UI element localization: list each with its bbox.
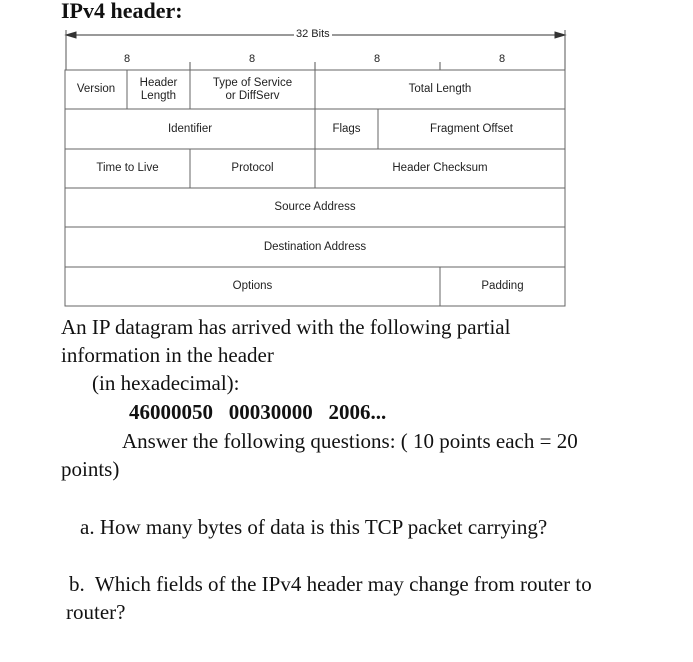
- field-header-length: Header Length: [139, 76, 178, 102]
- field-total-length: Total Length: [408, 83, 472, 95]
- field-identifier: Identifier: [167, 122, 213, 135]
- field-flags: Flags: [332, 122, 361, 135]
- intro-line-1: An IP datagram has arrived with the following partial: [61, 315, 511, 339]
- hex-value: 46000050 00030000 2006...: [129, 400, 387, 424]
- field-padding: Padding: [481, 280, 524, 292]
- field-fragment-offset: Fragment Offset: [430, 122, 513, 135]
- field-header-checksum: Header Checksum: [392, 162, 488, 174]
- page-title: IPv4 header:: [61, 0, 183, 23]
- question-b-line-1: b. Which fields of the IPv4 header may change from router to: [69, 572, 592, 596]
- question-b-line-2: router?: [66, 600, 126, 624]
- intro-line-2: information in the header: [61, 343, 274, 367]
- byte-label-3: 8: [374, 53, 381, 65]
- byte-label-2: 8: [249, 53, 256, 65]
- question-a: a. How many bytes of data is this TCP packet carrying?: [80, 515, 548, 539]
- intro-line-3: (in hexadecimal):: [92, 371, 240, 395]
- field-source-address: Source Address: [274, 201, 356, 213]
- byte-label-4: 8: [499, 53, 506, 65]
- field-destination-address: Destination Address: [263, 240, 367, 253]
- byte-label-1: 8: [124, 53, 131, 65]
- field-options: Options: [232, 280, 273, 292]
- field-protocol: Protocol: [231, 162, 274, 174]
- bit-width-label: 32 Bits: [296, 28, 330, 40]
- field-type-of-service: Type of Service or DiffServ: [212, 76, 293, 102]
- instruction-line-2: points): [61, 457, 120, 481]
- field-version: Version: [76, 83, 116, 95]
- instruction-line-1: Answer the following questions: ( 10 points each = 20: [122, 429, 578, 453]
- field-time-to-live: Time to Live: [96, 162, 159, 174]
